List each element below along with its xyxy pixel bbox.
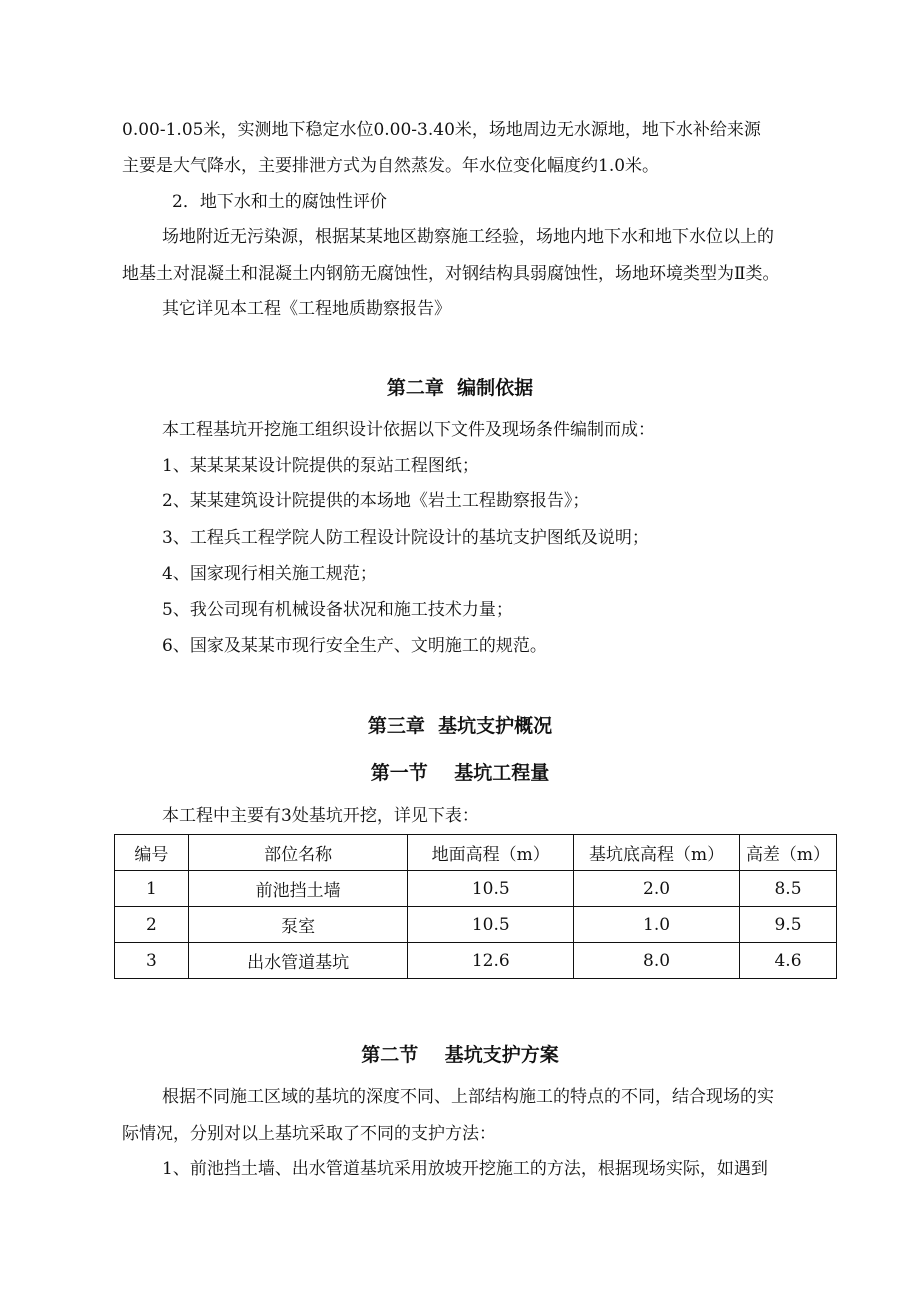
table-cell: 出水管道基坑 [188, 943, 408, 979]
table-header-row [115, 835, 837, 871]
table-cell: 8.5 [740, 871, 837, 907]
table-cell: 1.0 [574, 907, 740, 943]
table-row [115, 871, 837, 907]
section-1-title: 第一节 基坑工程量 [370, 762, 550, 784]
basis-item-2: 2、某某建筑设计院提供的本场地《岩土工程勘察报告》； [162, 491, 590, 511]
paragraph-corrosion-line-2: 地基土对混凝土和混凝土内钢筋无腐蚀性，对钢结构具弱腐蚀性，场地环境类型为Ⅱ类。 [122, 264, 780, 284]
chapter-3-title: 第三章 基坑支护概况 [367, 715, 553, 737]
basis-item-1: 1、某某某某设计院提供的泵站工程图纸； [162, 456, 479, 476]
table-cell: 12.6 [408, 943, 574, 979]
table-cell: 前池挡土墙 [188, 871, 408, 907]
paragraph-groundwater-line-2: 主要是大气降水，主要排泄方式为自然蒸发。年水位变化幅度约1.0米。 [122, 156, 660, 176]
table-cell: 10.5 [408, 907, 574, 943]
paragraph-groundwater-line-1: 0.00-1.05米，实测地下稳定水位0.00-3.40米，场地周边无水源地，地下水补给来源 [122, 120, 761, 140]
table-cell: 3 [115, 943, 189, 979]
table-row [115, 943, 837, 979]
section-2-para-line-2: 际情况，分别对以上基坑采取了不同的支护方法： [122, 1124, 496, 1144]
table-header-cell: 基坑底高程（m） [574, 835, 740, 871]
chapter-2-intro: 本工程基坑开挖施工组织设计依据以下文件及现场条件编制而成： [162, 420, 655, 440]
table-row [115, 907, 837, 943]
section-2-para-line-1: 根据不同施工区域的基坑的深度不同、上部结构施工的特点的不同，结合现场的实 [162, 1087, 774, 1107]
section-1-intro: 本工程中主要有3处基坑开挖，详见下表： [162, 806, 479, 826]
paragraph-corrosion-line-1: 场地附近无污染源，根据某某地区勘察施工经验，场地内地下水和地下水位以上的 [162, 227, 774, 247]
table-cell: 8.0 [574, 943, 740, 979]
table-header-cell: 高差（m） [740, 835, 837, 871]
basis-item-6: 6、国家及某某市现行安全生产、文明施工的规范。 [162, 636, 547, 656]
table-cell: 9.5 [740, 907, 837, 943]
basis-item-5: 5、我公司现有机械设备状况和施工技术力量； [162, 600, 513, 620]
subsection-corrosion-title: 2．地下水和土的腐蚀性评价 [172, 192, 387, 212]
section-2-title: 第二节 基坑支护方案 [361, 1044, 559, 1066]
table-header-cell: 编号 [115, 835, 189, 871]
paragraph-see-report: 其它详见本工程《工程地质勘察报告》 [162, 299, 451, 319]
table-cell: 2.0 [574, 871, 740, 907]
table-header-cell: 地面高程（m） [408, 835, 574, 871]
table-cell: 1 [115, 871, 189, 907]
table-cell: 2 [115, 907, 189, 943]
table-cell: 4.6 [740, 943, 837, 979]
chapter-2-title: 第二章 编制依据 [386, 377, 534, 399]
table-cell: 10.5 [408, 871, 574, 907]
excavation-table [114, 834, 837, 979]
support-method-item-1: 1、前池挡土墙、出水管道基坑采用放坡开挖施工的方法，根据现场实际，如遇到 [162, 1159, 768, 1179]
basis-item-3: 3、工程兵工程学院人防工程设计院设计的基坑支护图纸及说明； [162, 528, 649, 548]
table-header-cell: 部位名称 [188, 835, 408, 871]
table-cell: 泵室 [188, 907, 408, 943]
basis-item-4: 4、国家现行相关施工规范； [162, 564, 377, 584]
